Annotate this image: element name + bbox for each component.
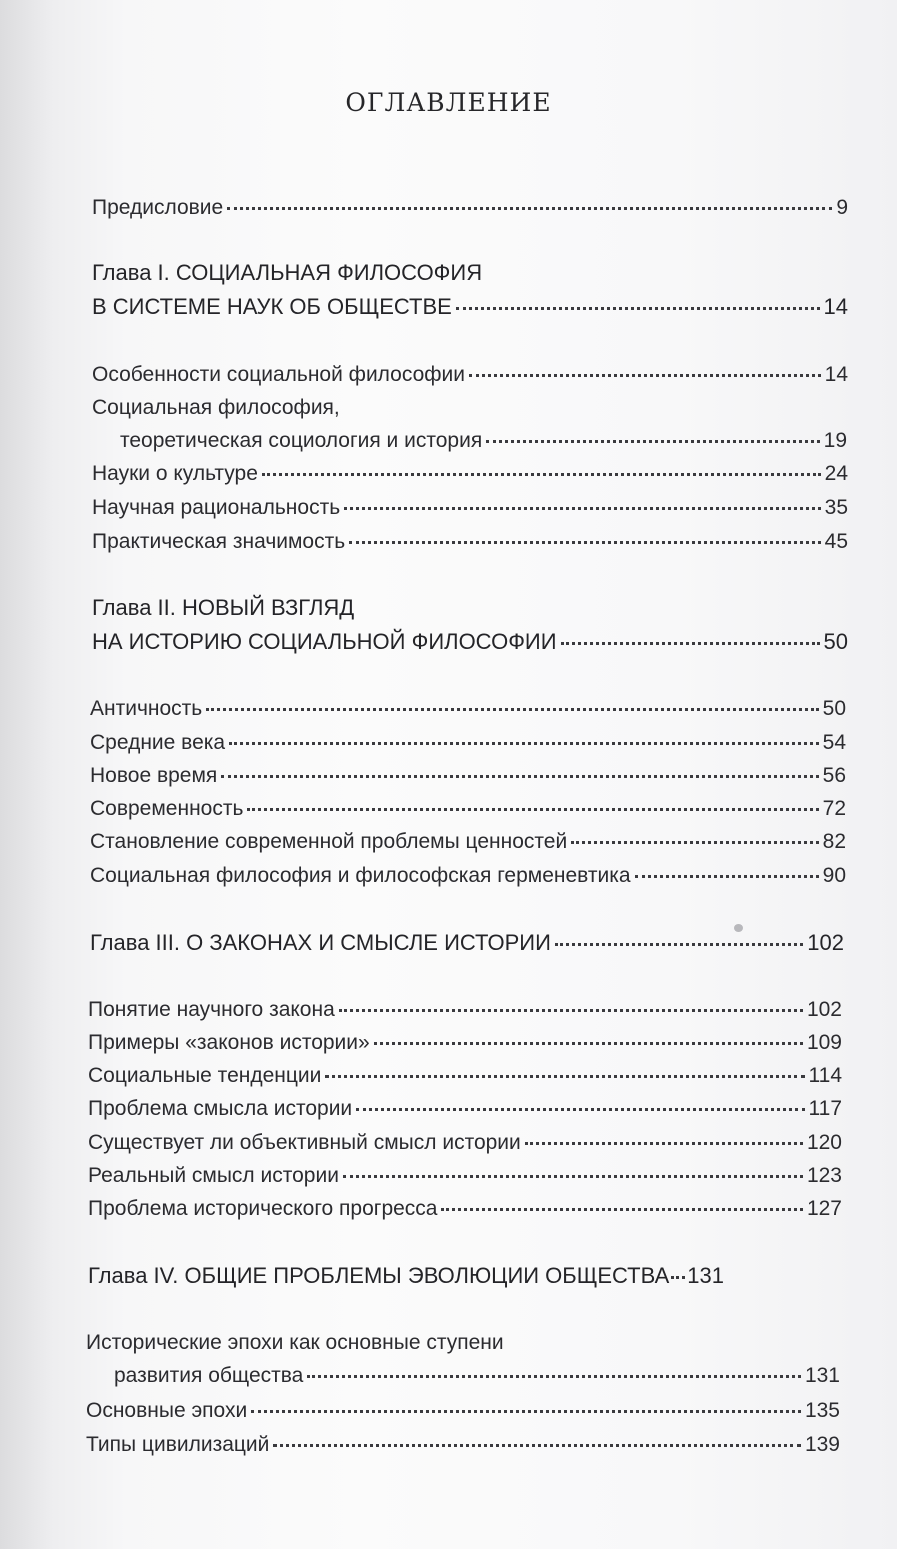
paper-speck [734, 924, 743, 932]
toc-entry [114, 1364, 840, 1388]
toc-entry-title: теоретическая социология и история [120, 429, 483, 452]
toc-entry [88, 1097, 842, 1121]
dot-leader [561, 642, 820, 645]
toc-entry [88, 1164, 842, 1188]
toc-entry-page: 19 [823, 429, 847, 452]
dot-leader [571, 841, 818, 844]
toc-entry [88, 1131, 842, 1155]
toc-entry-title: НА ИСТОРИЮ СОЦИАЛЬНОЙ ФИЛОСОФИИ [92, 629, 557, 654]
toc-entry-page: 109 [806, 1031, 842, 1054]
toc-entry [120, 429, 847, 453]
toc-entry-title: Существует ли объективный смысл истории [88, 1131, 521, 1154]
toc-entry-page: 90 [822, 864, 846, 887]
dot-leader [229, 742, 819, 745]
dot-leader [525, 1142, 803, 1145]
toc-entry [92, 462, 848, 486]
toc-entry-page: 102 [807, 930, 844, 955]
toc-entry-title: Становление современной проблемы ценностей [90, 830, 568, 853]
toc-entry [88, 1197, 842, 1221]
toc-entry-page: 24 [824, 462, 848, 485]
toc-entry-title: Примеры «законов истории» [88, 1031, 370, 1054]
toc-entry [92, 530, 848, 554]
toc-entry-title: Научная рациональность [92, 496, 341, 519]
toc-entry-page: 14 [823, 294, 848, 319]
toc-entry-title: Реальный смысл истории [88, 1164, 339, 1187]
toc-entry-title: Глава IV. ОБЩИЕ ПРОБЛЕМЫ ЭВОЛЮЦИИ ОБЩЕСТВА [88, 1263, 670, 1288]
toc-entry [90, 697, 846, 721]
toc-entry-title: Предисловие [92, 196, 224, 219]
chapter-entry [92, 294, 848, 320]
toc-entry [88, 998, 842, 1022]
toc-entry [90, 797, 846, 821]
toc-entry-title: Социальная философия и философская герменевтика [90, 864, 631, 887]
toc-entry-page: 114 [808, 1064, 842, 1087]
chapter-entry [88, 1263, 842, 1289]
toc-entry-title: Социальные тенденции [88, 1064, 322, 1087]
dot-leader [441, 1208, 802, 1211]
dot-leader [262, 473, 821, 476]
dot-leader [349, 541, 820, 544]
page-title: ОГЛАВЛЕНИЕ [345, 88, 552, 117]
toc-entry-page: 50 [823, 629, 848, 654]
dot-leader [325, 1075, 804, 1078]
dot-leader [356, 1108, 804, 1111]
chapter-heading-line: Глава I. СОЦИАЛЬНАЯ ФИЛОСОФИЯ [92, 260, 483, 285]
toc-entry [88, 1031, 842, 1055]
chapter-entry [92, 629, 848, 655]
toc-entry-title: Глава III. О ЗАКОНАХ И СМЫСЛЕ ИСТОРИИ [90, 930, 551, 955]
toc-entry-page: 102 [806, 998, 842, 1021]
dot-leader [469, 374, 821, 377]
toc-entry-title: развития общества [114, 1364, 304, 1387]
toc-entry-title: Проблема исторического прогресса [88, 1197, 438, 1220]
dot-leader [307, 1375, 801, 1378]
toc-entry-title: Новое время [90, 764, 218, 787]
toc-entry-page: 45 [824, 530, 848, 553]
dot-leader [374, 1042, 803, 1045]
toc-entry [90, 764, 846, 788]
dot-leader [555, 943, 803, 946]
toc-entry-title: Понятие научного закона [88, 998, 335, 1021]
toc-entry-page: 117 [808, 1097, 842, 1120]
toc-entry-page: 35 [824, 496, 848, 519]
toc-entry-page: 72 [822, 797, 846, 820]
toc-entry-page: 50 [822, 697, 846, 720]
toc-entry-page: 139 [804, 1433, 840, 1456]
toc-entry-page: 14 [824, 363, 848, 386]
toc-entry [86, 1399, 840, 1423]
toc-entry-page: 135 [804, 1399, 840, 1422]
dot-leader [247, 808, 818, 811]
toc-entry [92, 363, 848, 387]
toc-entry-line: Исторические эпохи как основные ступени [86, 1331, 504, 1354]
toc-entry-title: Науки о культуре [92, 462, 258, 485]
toc-entry-line: Социальная философия, [92, 396, 340, 419]
toc-entry-page: 127 [806, 1197, 842, 1220]
dot-leader [221, 775, 818, 778]
dot-leader [206, 708, 818, 711]
chapter-heading-line: Глава II. НОВЫЙ ВЗГЛЯД [92, 595, 355, 620]
toc-entry-title: Практическая значимость [92, 530, 346, 553]
toc-entry-title: В СИСТЕМЕ НАУК ОБ ОБЩЕСТВЕ [92, 294, 452, 319]
dot-leader [486, 440, 819, 443]
toc-entry [92, 196, 848, 220]
toc-entry-title: Античность [90, 697, 203, 720]
toc-entry-title: Средние века [90, 731, 226, 754]
toc-entry-page: 131 [687, 1263, 724, 1288]
toc-entry-title: Типы цивилизаций [86, 1433, 270, 1456]
dot-leader [227, 207, 832, 210]
toc-entry-page: 54 [822, 731, 846, 754]
dot-leader [635, 875, 819, 878]
dot-leader [251, 1410, 801, 1413]
dot-leader [671, 1276, 685, 1279]
toc-entry-title: Проблема смысла истории [88, 1097, 353, 1120]
toc-entry [88, 1064, 842, 1088]
toc-entry [90, 731, 846, 755]
chapter-entry [90, 930, 844, 956]
toc-entry [92, 496, 848, 520]
dot-leader [456, 307, 820, 310]
dot-leader [339, 1009, 803, 1012]
toc-entry-page: 56 [822, 764, 846, 787]
dot-leader [273, 1444, 801, 1447]
toc-entry-page: 131 [804, 1364, 840, 1387]
toc-entry [90, 864, 846, 888]
toc-entry-page: 9 [836, 196, 848, 219]
dot-leader [344, 507, 821, 510]
toc-entry [86, 1433, 840, 1457]
dot-leader [343, 1175, 803, 1178]
toc-entry-page: 120 [806, 1131, 842, 1154]
toc-entry-title: Современность [90, 797, 244, 820]
toc-entry-title: Основные эпохи [86, 1399, 248, 1422]
toc-entry-title: Особенности социальной философии [92, 363, 465, 386]
toc-entry [90, 830, 846, 854]
toc-entry-page: 123 [806, 1164, 842, 1187]
toc-entry-page: 82 [822, 830, 846, 853]
